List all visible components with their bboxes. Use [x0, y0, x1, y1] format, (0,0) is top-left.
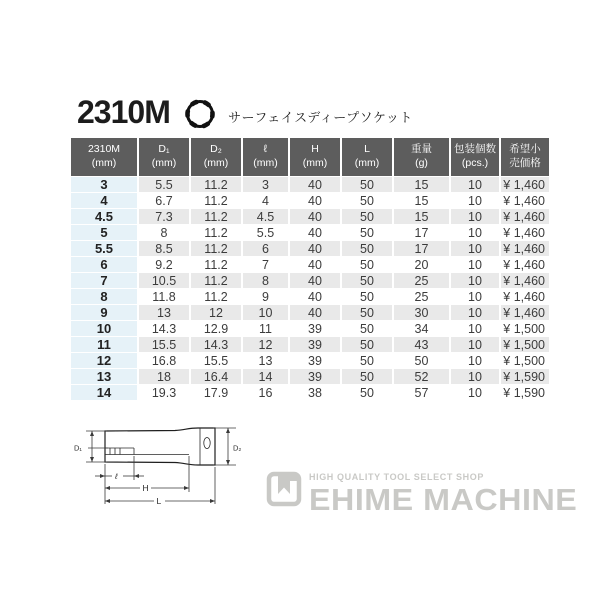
table-row — [71, 321, 549, 336]
spec-cell: 40 — [290, 305, 340, 320]
spec-cell: 10 — [451, 337, 499, 352]
size-cell: 4 — [71, 193, 137, 208]
spec-cell: 11.2 — [204, 257, 228, 272]
column-header: ℓ (mm) — [243, 138, 288, 176]
spec-cell: 50 — [360, 289, 374, 304]
size-cell: 5.5 — [71, 241, 137, 256]
spec-cell: 15 — [394, 209, 449, 224]
price-cell: ¥ 1,500 — [501, 337, 549, 352]
price-cell: ¥ 1,460 — [503, 257, 545, 272]
spec-cell: 39 — [308, 321, 322, 336]
spec-cell: 50 — [342, 369, 392, 384]
spec-cell: 50 — [360, 385, 374, 400]
spec-cell: 12 — [191, 305, 241, 320]
spec-cell: 50 — [342, 209, 392, 224]
size-cell: 8 — [71, 289, 137, 304]
column-header: D₂ (mm) — [191, 138, 241, 176]
spec-cell: 11.2 — [204, 289, 228, 304]
size-cell: 14 — [71, 385, 137, 400]
spec-cell: 40 — [308, 225, 322, 240]
table-row — [71, 369, 549, 384]
spec-cell: 16.8 — [151, 353, 177, 368]
spec-cell: 18 — [139, 369, 189, 384]
table-row — [71, 225, 549, 240]
spec-cell: 10.5 — [139, 273, 189, 288]
price-cell: ¥ 1,460 — [501, 273, 549, 288]
table-row — [71, 273, 549, 288]
product-subtitle: サーフェイスディープソケット — [228, 110, 413, 125]
spec-cell: 16.4 — [191, 369, 241, 384]
price-cell: ¥ 1,460 — [501, 241, 549, 256]
spec-table — [69, 137, 551, 401]
spec-cell: 17 — [414, 225, 429, 240]
surface-drive-icon — [184, 98, 216, 130]
spec-cell: 15.5 — [203, 353, 229, 368]
ehime-machine-logo-icon — [266, 470, 302, 512]
spec-cell: 10 — [451, 305, 499, 320]
column-header: 希望小 売価格 — [501, 138, 549, 176]
spec-cell: 13 — [258, 353, 273, 368]
d1-label: D₁ — [74, 443, 82, 453]
spec-cell: 4 — [262, 193, 269, 208]
spec-cell: 6.7 — [155, 193, 173, 208]
size-cell: 10 — [71, 321, 137, 336]
spec-cell: 40 — [290, 273, 340, 288]
spec-cell: 50 — [360, 321, 374, 336]
spec-cell: 10 — [243, 305, 288, 320]
ell-label: ℓ — [115, 472, 118, 481]
spec-cell: 7.3 — [139, 209, 189, 224]
spec-cell: 38 — [308, 385, 322, 400]
spec-cell: 11.2 — [191, 209, 241, 224]
spec-cell: 11.2 — [204, 225, 228, 240]
logo-name: EHIME MACHINE — [309, 482, 578, 517]
spec-cell: 6 — [243, 241, 288, 256]
spec-cell: 17.9 — [203, 385, 229, 400]
size-cell: 12 — [71, 353, 137, 368]
spec-cell: 25 — [414, 289, 429, 304]
spec-cell: 10 — [468, 353, 482, 368]
d2-label: D₂ — [233, 443, 242, 453]
price-cell: ¥ 1,460 — [503, 193, 545, 208]
table-row — [71, 353, 549, 368]
spec-cell: 14 — [243, 369, 288, 384]
spec-cell: 14.3 — [151, 321, 177, 336]
spec-cell: 43 — [394, 337, 449, 352]
spec-cell: 3 — [243, 177, 288, 192]
table-row — [71, 305, 549, 320]
spec-cell: 10 — [451, 369, 499, 384]
spec-cell: 50 — [342, 305, 392, 320]
spec-cell: 50 — [360, 353, 374, 368]
spec-cell: 11 — [259, 321, 272, 336]
spec-cell: 11.8 — [152, 289, 176, 304]
spec-cell: 9 — [262, 289, 269, 304]
spec-cell: 10 — [468, 385, 482, 400]
spec-table-body — [71, 177, 549, 400]
spec-cell: 9.2 — [155, 257, 173, 272]
spec-cell: 11.2 — [191, 177, 241, 192]
spec-cell: 50 — [360, 225, 374, 240]
price-cell: ¥ 1,500 — [503, 353, 545, 368]
table-row — [71, 193, 549, 208]
spec-cell: 16 — [258, 385, 273, 400]
spec-cell: 7 — [262, 257, 269, 272]
spec-cell: 10 — [451, 241, 499, 256]
size-cell: 5 — [71, 225, 137, 240]
logo-text-block — [309, 470, 578, 517]
spec-cell: 39 — [290, 337, 340, 352]
column-header: D₁ (mm) — [139, 138, 189, 176]
table-row — [71, 385, 549, 400]
spec-cell: 57 — [414, 385, 429, 400]
spec-cell: 50 — [342, 337, 392, 352]
table-row — [71, 241, 549, 256]
spec-cell: 39 — [308, 353, 322, 368]
spec-cell: 17 — [394, 241, 449, 256]
size-cell: 13 — [71, 369, 137, 384]
spec-cell: 15 — [394, 177, 449, 192]
spec-cell: 50 — [414, 353, 429, 368]
price-cell: ¥ 1,590 — [503, 385, 545, 400]
column-header: H (mm) — [290, 138, 340, 176]
column-header: 2310M (mm) — [71, 138, 137, 176]
price-cell: ¥ 1,460 — [503, 289, 545, 304]
spec-cell: 5.5 — [256, 225, 275, 240]
spec-cell: 40 — [290, 241, 340, 256]
price-cell: ¥ 1,500 — [503, 321, 545, 336]
spec-cell: 50 — [360, 257, 374, 272]
spec-cell: 8.5 — [139, 241, 189, 256]
spec-cell: 39 — [290, 369, 340, 384]
size-cell: 3 — [71, 177, 137, 192]
spec-cell: 10 — [468, 289, 482, 304]
spec-cell: 40 — [308, 257, 322, 272]
socket-outline — [105, 428, 215, 465]
logo-tagline: HIGH QUALITY TOOL SELECT SHOP — [309, 472, 484, 482]
table-row — [71, 257, 549, 272]
price-cell: ¥ 1,460 — [503, 225, 545, 240]
spec-cell: 40 — [290, 177, 340, 192]
spec-cell: 10 — [451, 209, 499, 224]
spec-cell: 15.5 — [139, 337, 189, 352]
spec-cell: 15 — [414, 193, 429, 208]
column-header: L (mm) — [342, 138, 392, 176]
spec-cell: 40 — [290, 209, 340, 224]
spec-cell: 10 — [468, 193, 482, 208]
size-cell: 7 — [71, 273, 137, 288]
ehime-machine-watermark — [266, 470, 578, 517]
spec-cell: 10 — [468, 225, 482, 240]
spec-cell: 50 — [342, 241, 392, 256]
model-number: 2310M — [77, 94, 170, 130]
spec-cell: 50 — [342, 177, 392, 192]
size-cell: 11 — [71, 337, 137, 352]
column-header: 重量 (g) — [394, 138, 449, 176]
h-label: H — [142, 483, 149, 493]
table-row — [71, 289, 549, 304]
spec-cell: 50 — [360, 193, 374, 208]
size-cell: 9 — [71, 305, 137, 320]
spec-cell: 19.3 — [151, 385, 177, 400]
size-cell: 6 — [71, 257, 137, 272]
spec-cell: 10 — [468, 321, 482, 336]
spec-cell: 11.2 — [191, 241, 241, 256]
spec-cell: 5.5 — [139, 177, 189, 192]
spec-cell: 34 — [414, 321, 429, 336]
spec-cell: 13 — [139, 305, 189, 320]
spec-cell: 30 — [394, 305, 449, 320]
table-row — [71, 337, 549, 352]
spec-cell: 40 — [308, 193, 322, 208]
dimension-diagram — [50, 424, 250, 549]
price-cell: ¥ 1,590 — [501, 369, 549, 384]
price-cell: ¥ 1,460 — [501, 305, 549, 320]
l-label: L — [156, 496, 162, 506]
spec-cell: 52 — [394, 369, 449, 384]
spec-cell: 12.9 — [203, 321, 229, 336]
table-row — [71, 209, 549, 224]
header-row — [71, 138, 549, 176]
spec-cell: 10 — [451, 177, 499, 192]
spec-cell: 10 — [451, 273, 499, 288]
spec-cell: 11.2 — [204, 193, 228, 208]
table-row — [71, 177, 549, 192]
spec-cell: 8 — [243, 273, 288, 288]
price-cell: ¥ 1,460 — [501, 209, 549, 224]
price-cell: ¥ 1,460 — [501, 177, 549, 192]
spec-cell: 20 — [414, 257, 429, 272]
spec-cell: 25 — [394, 273, 449, 288]
spec-cell: 4.5 — [243, 209, 288, 224]
spec-cell: 10 — [468, 257, 482, 272]
spec-table-head — [71, 138, 549, 176]
spec-cell: 40 — [308, 289, 322, 304]
column-header: 包装個数 (pcs.) — [451, 138, 499, 176]
spec-cell: 8 — [160, 225, 168, 240]
size-cell: 4.5 — [71, 209, 137, 224]
spec-cell: 12 — [243, 337, 288, 352]
spec-cell: 50 — [342, 273, 392, 288]
spec-cell: 11.2 — [191, 273, 241, 288]
spec-cell: 14.3 — [191, 337, 241, 352]
